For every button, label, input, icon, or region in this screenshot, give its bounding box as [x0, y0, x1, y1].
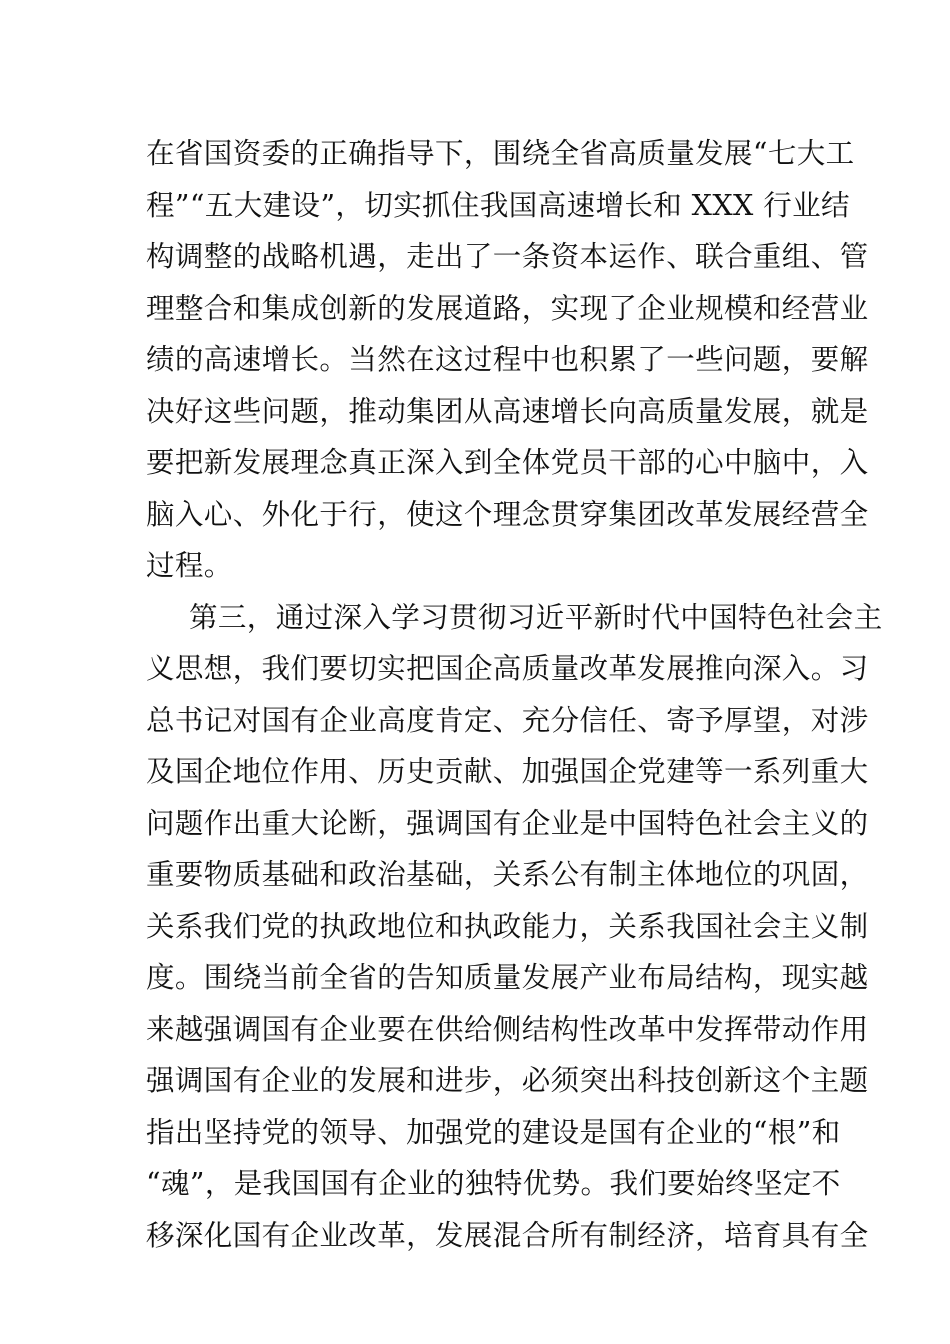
text-line: 及国企地位作用、历史贡献、加强国企党建等一系列重大: [146, 755, 869, 788]
text-line: 过程。: [146, 549, 233, 582]
text-line: 决好这些问题，推动集团从高速增长向高质量发展，就是: [146, 394, 869, 428]
text-line: 移深化国有企业改革，发展混合所有制经济，培育具有全: [146, 1218, 869, 1252]
text-line: 关系我们党的执政地位和执政能力，关系我国社会主义制: [146, 909, 869, 943]
text-line: 构调整的战略机遇，走出了一条资本运作、联合重组、管: [146, 240, 869, 273]
text-line: 重要物质基础和政治基础，关系公有制主体地位的巩固，: [146, 858, 869, 891]
text-line: 理整合和集成创新的发展道路，实现了企业规模和经营业: [146, 291, 869, 325]
text-line: 强调国有企业的发展和进步，必须突出科技创新这个主题: [146, 1064, 869, 1097]
text-line: 总书记对国有企业高度肯定、充分信任、寄予厚望，对涉: [146, 703, 869, 737]
text-line: “魂”，是我国国有企业的独特优势。我们要始终坚定不: [146, 1167, 841, 1200]
text-line: 度。围绕当前全省的告知质量发展产业布局结构，现实越: [146, 961, 869, 994]
text-line: 绩的高速增长。当然在这过程中也积累了一些问题，要解: [146, 343, 869, 376]
text-line: 脑入心、外化于行，使这个理念贯穿集团改革发展经营全: [146, 497, 869, 531]
text-line: 程”“五大建设”，切实抓住我国高速增长和 XXX 行业结: [146, 188, 850, 222]
text-line: 指出坚持党的领导、加强党的建设是国有企业的“根”和: [146, 1115, 841, 1149]
paragraph-start-line: 第三，通过深入学习贯彻习近平新时代中国特色社会主: [189, 600, 883, 634]
body-text: [146, 128, 883, 1261]
text-line: 义思想，我们要切实把国企高质量改革发展推向深入。习: [146, 652, 869, 685]
text-line: 要把新发展理念真正深入到全体党员干部的心中脑中，入: [146, 446, 869, 479]
text-line: 在省国资委的正确指导下，围绕全省高质量发展“七大工: [146, 137, 855, 170]
text-line: 问题作出重大论断，强调国有企业是中国特色社会主义的: [146, 806, 869, 840]
text-line: 来越强调国有企业要在供给侧结构性改革中发挥带动作用: [146, 1012, 869, 1046]
